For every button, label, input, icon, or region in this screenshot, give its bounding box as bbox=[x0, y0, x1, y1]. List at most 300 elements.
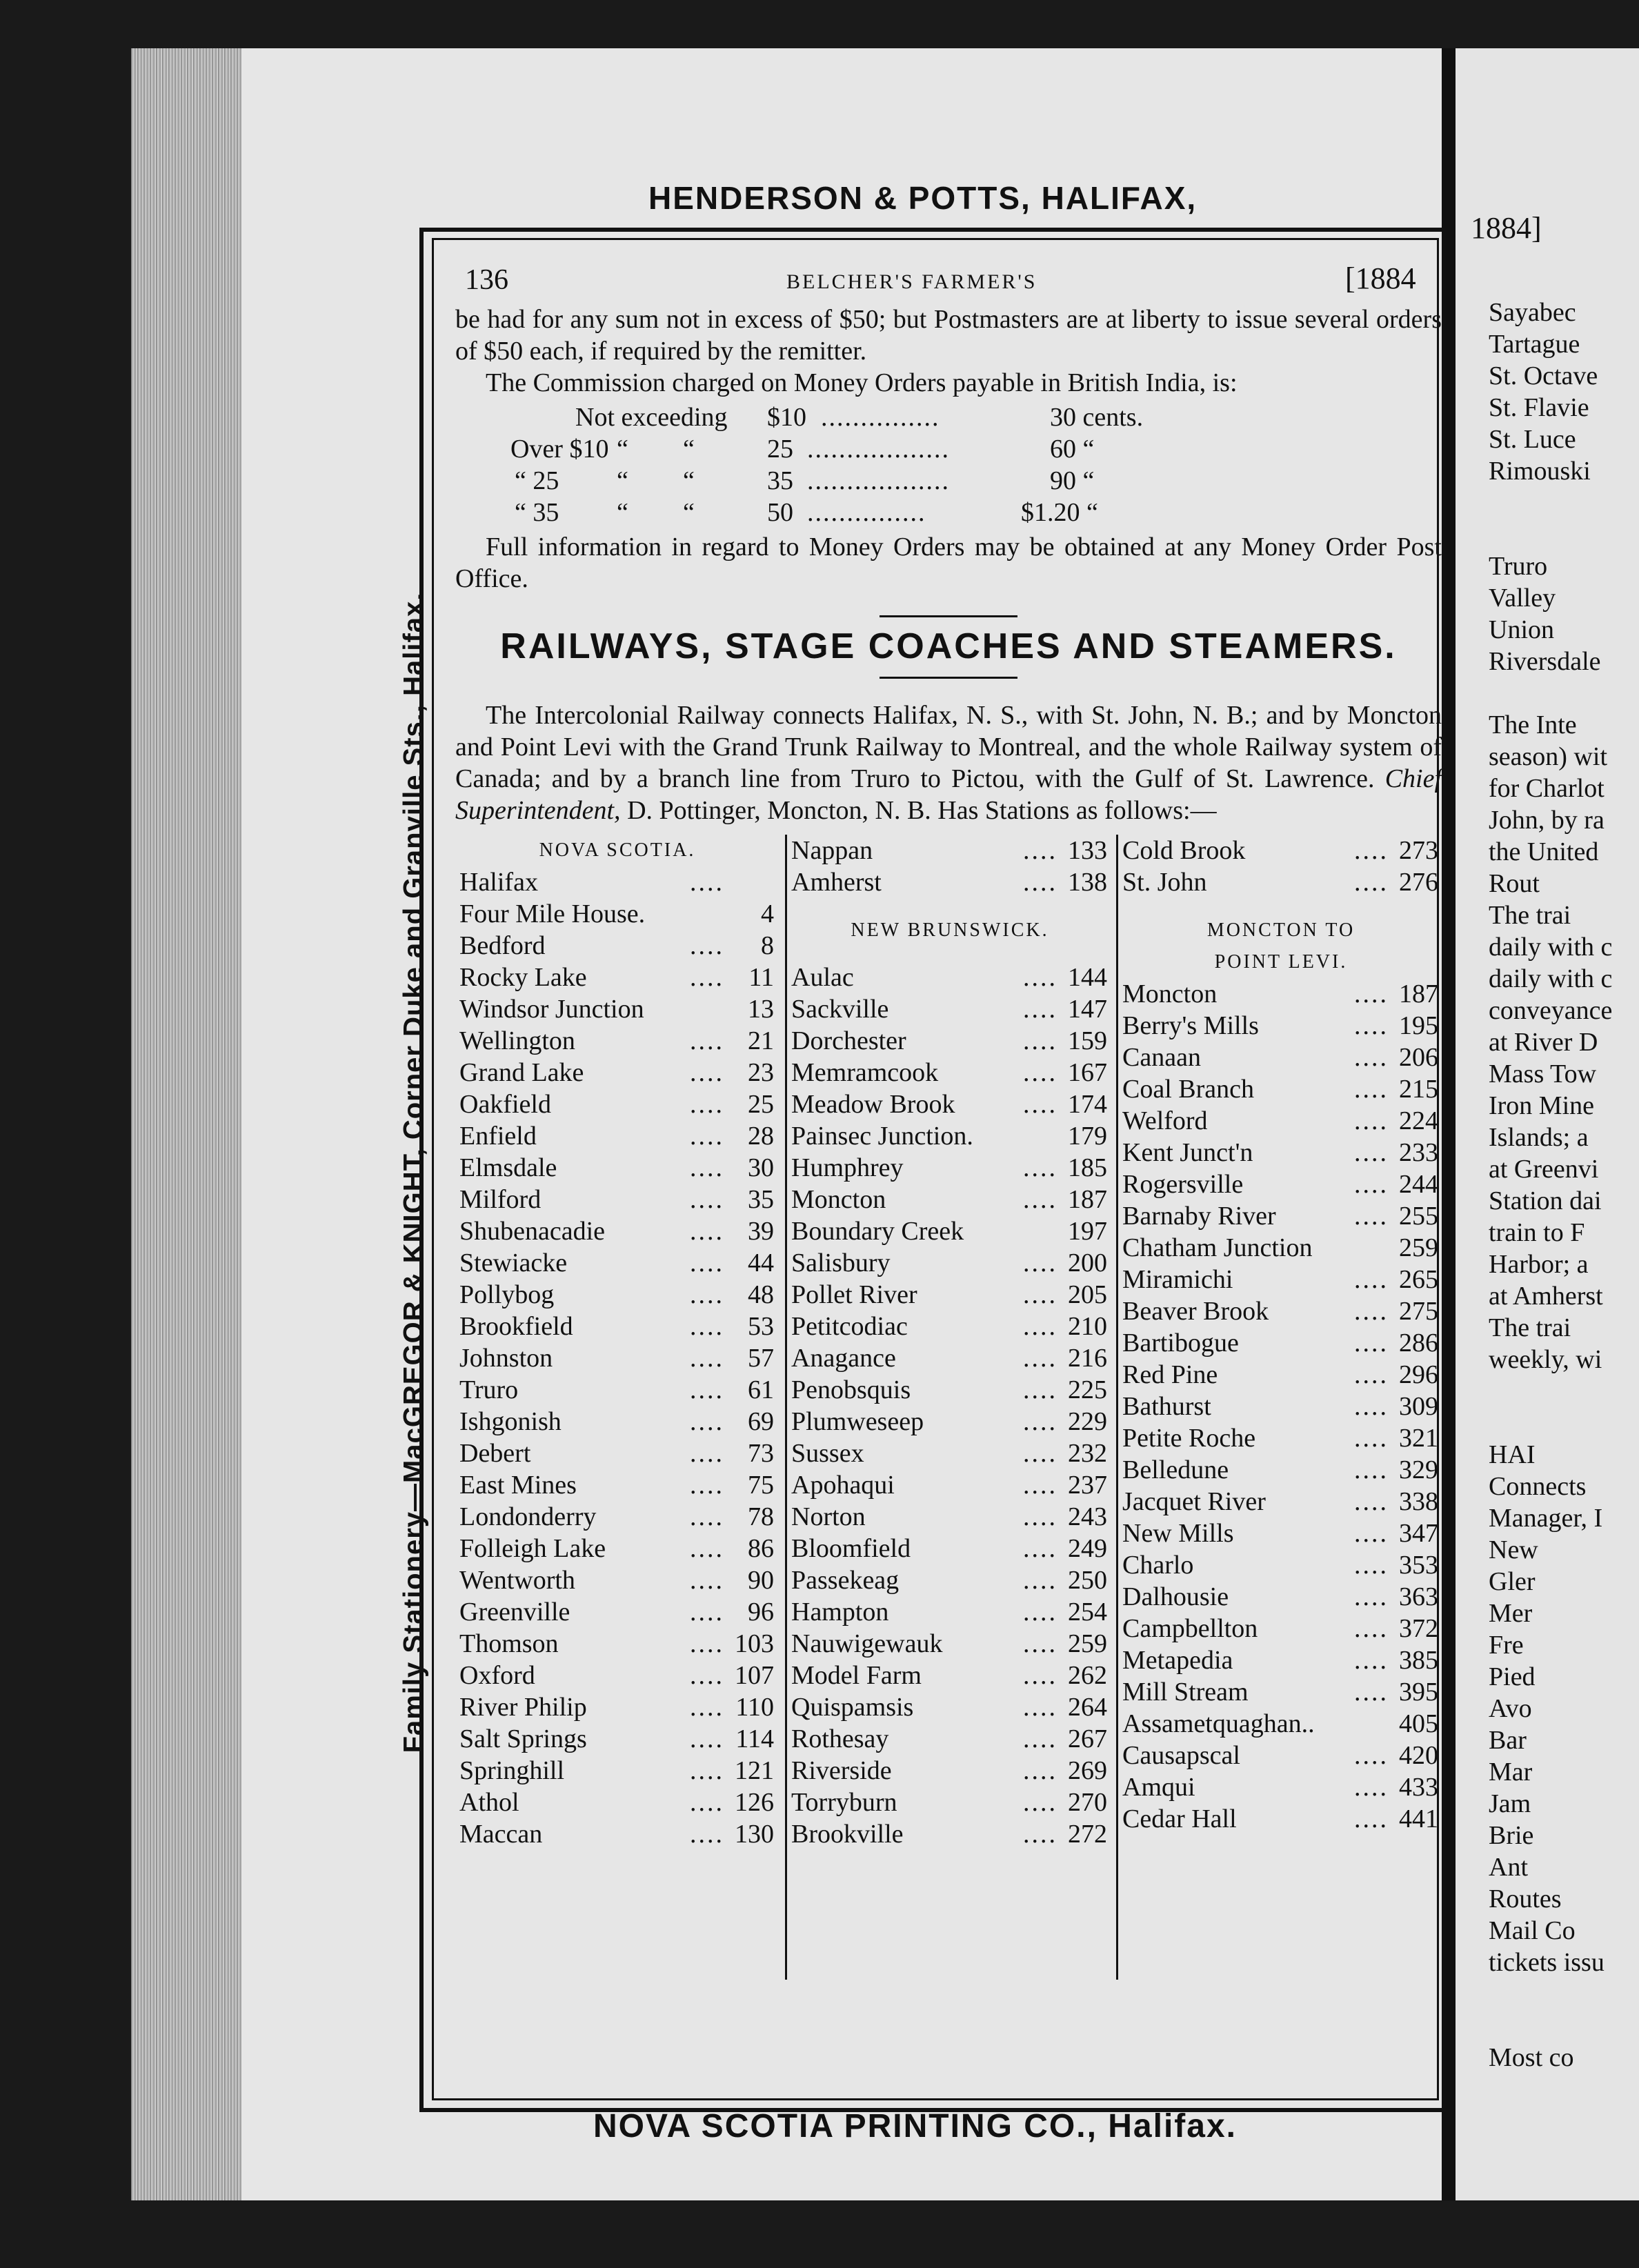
station-row bbox=[455, 1152, 779, 1184]
leader-dots: .... bbox=[1354, 1741, 1389, 1770]
station-distance: 275 bbox=[1399, 1297, 1438, 1326]
station-row bbox=[1118, 1359, 1444, 1391]
station-row bbox=[787, 1660, 1113, 1691]
station-name: Jacquet River bbox=[1122, 1487, 1266, 1516]
station-distance: 372 bbox=[1399, 1614, 1438, 1643]
station-row bbox=[455, 866, 779, 898]
money-order-paragraph-1: be had for any sum not in excess of $50; but Postmasters are at liberty to issue several orders of $50 each, if required by the remitter. bbox=[455, 305, 1442, 366]
station-row bbox=[455, 1120, 779, 1152]
station-name: Debert bbox=[459, 1439, 531, 1468]
right-page-line: St. Luce bbox=[1489, 425, 1576, 454]
leader-dots: .... bbox=[690, 1090, 724, 1119]
station-row bbox=[787, 1501, 1113, 1533]
station-row bbox=[787, 1215, 1113, 1247]
right-page-line: Gler bbox=[1489, 1567, 1536, 1596]
station-distance: 11 bbox=[748, 963, 774, 992]
station-distance: 110 bbox=[735, 1693, 774, 1722]
leader-dots: .... bbox=[1354, 1170, 1389, 1199]
rate-fee: 90 “ bbox=[1050, 466, 1095, 495]
station-rows bbox=[1118, 978, 1444, 1835]
station-name: East Mines bbox=[459, 1471, 577, 1500]
top-advertisement-header: HENDERSON & POTTS, HALIFAX, bbox=[648, 180, 1198, 216]
station-name: Dorchester bbox=[791, 1026, 906, 1055]
station-row bbox=[455, 1596, 779, 1628]
station-distance: 210 bbox=[1068, 1312, 1107, 1341]
station-row bbox=[455, 1533, 779, 1564]
station-row bbox=[455, 1342, 779, 1374]
station-row bbox=[455, 1025, 779, 1057]
right-page-line: Islands; a bbox=[1489, 1123, 1589, 1152]
column-heading: POINT LEVI. bbox=[1214, 951, 1348, 973]
leader-dots: .... bbox=[1023, 1249, 1057, 1277]
leader-dots: .... bbox=[1023, 1820, 1057, 1849]
leader-dots: .... bbox=[1023, 1471, 1057, 1500]
station-distance: 44 bbox=[748, 1249, 774, 1277]
right-page-line: at Amherst bbox=[1489, 1282, 1603, 1311]
right-page-line: Rout bbox=[1489, 869, 1540, 898]
station-distance: 441 bbox=[1399, 1804, 1438, 1833]
commission-rates-table bbox=[455, 401, 1442, 528]
station-row bbox=[455, 1660, 779, 1691]
leader-dots: .... bbox=[1023, 1534, 1057, 1563]
station-row bbox=[787, 962, 1113, 993]
right-page-line: Iron Mine bbox=[1489, 1091, 1595, 1120]
bottom-advertisement-footer: NOVA SCOTIA PRINTING CO., Halifax. bbox=[593, 2108, 1237, 2145]
station-row bbox=[1118, 1708, 1444, 1740]
station-name: Boundary Creek bbox=[791, 1217, 964, 1246]
right-page-line: Most co bbox=[1489, 2043, 1574, 2072]
station-row bbox=[1118, 1327, 1444, 1359]
station-name: Oxford bbox=[459, 1661, 535, 1690]
right-page-line: at River D bbox=[1489, 1028, 1598, 1057]
leader-dots: .... bbox=[1023, 1693, 1057, 1722]
right-page-line: Manager, I bbox=[1489, 1504, 1603, 1533]
station-row bbox=[1118, 1200, 1444, 1232]
right-page-line: conveyance bbox=[1489, 996, 1613, 1025]
station-name: Chatham Junction bbox=[1122, 1233, 1313, 1262]
leader-dots: .... bbox=[690, 1534, 724, 1563]
station-row bbox=[787, 1406, 1113, 1438]
station-distance: 205 bbox=[1068, 1280, 1107, 1309]
leader-dots: .... bbox=[1023, 1058, 1057, 1087]
rate-fee: $1.20 “ bbox=[1021, 498, 1098, 527]
page-content bbox=[455, 255, 1442, 1980]
book-page-edges bbox=[131, 48, 248, 2200]
station-row bbox=[1118, 1549, 1444, 1581]
station-distance: 53 bbox=[748, 1312, 774, 1341]
leader-dots: .... bbox=[1354, 1329, 1389, 1357]
running-title: BELCHER'S FARMER'S bbox=[786, 270, 1037, 293]
leader-dots: .... bbox=[1023, 1566, 1057, 1595]
station-row bbox=[455, 1501, 779, 1533]
station-distance: 200 bbox=[1068, 1249, 1107, 1277]
station-name: Wentworth bbox=[459, 1566, 575, 1595]
station-row bbox=[1118, 1454, 1444, 1486]
station-name: Mill Stream bbox=[1122, 1678, 1249, 1707]
station-name: Kent Junct'n bbox=[1122, 1138, 1253, 1167]
station-row bbox=[455, 930, 779, 962]
station-row bbox=[1118, 835, 1444, 866]
station-distance: 433 bbox=[1399, 1773, 1438, 1802]
station-row bbox=[455, 1818, 779, 1850]
station-row bbox=[1118, 1771, 1444, 1803]
station-row bbox=[787, 866, 1113, 898]
leader-dots: .... bbox=[1354, 1424, 1389, 1453]
leader-dots: .... bbox=[1354, 1455, 1389, 1484]
right-page-line: Rimouski bbox=[1489, 457, 1591, 486]
right-page-line: Riversdale bbox=[1489, 647, 1601, 676]
station-row bbox=[455, 1469, 779, 1501]
station-distance: 225 bbox=[1068, 1375, 1107, 1404]
right-page-line bbox=[1456, 519, 1639, 550]
rate-dots: ............... bbox=[807, 498, 926, 527]
station-row bbox=[455, 1723, 779, 1755]
station-row bbox=[787, 1184, 1113, 1215]
leader-dots: .... bbox=[1023, 1153, 1057, 1182]
leader-dots: .... bbox=[1354, 1551, 1389, 1580]
right-page-line: Fre bbox=[1489, 1631, 1524, 1660]
station-distance: 48 bbox=[748, 1280, 774, 1309]
rate-from: “ bbox=[617, 435, 628, 464]
station-name: Rocky Lake bbox=[459, 963, 587, 992]
station-distance: 73 bbox=[748, 1439, 774, 1468]
station-row bbox=[1118, 1803, 1444, 1835]
station-name: Brookfield bbox=[459, 1312, 573, 1341]
station-distance: 249 bbox=[1068, 1534, 1107, 1563]
station-row bbox=[787, 1723, 1113, 1755]
station-distance: 329 bbox=[1399, 1455, 1438, 1484]
station-distance: 78 bbox=[748, 1502, 774, 1531]
leader-dots: .... bbox=[1023, 868, 1057, 897]
rate-lead: “ 25 bbox=[515, 466, 559, 495]
station-name: Charlo bbox=[1122, 1551, 1194, 1580]
station-row bbox=[455, 1787, 779, 1818]
station-row bbox=[455, 962, 779, 993]
station-distance: 185 bbox=[1068, 1153, 1107, 1182]
right-page-line: The trai bbox=[1489, 901, 1571, 930]
right-page-line: Routes bbox=[1489, 1884, 1562, 1913]
station-distance: 75 bbox=[748, 1471, 774, 1500]
station-distance: 264 bbox=[1068, 1693, 1107, 1722]
rate-from: “ bbox=[617, 498, 628, 527]
station-distance: 259 bbox=[1068, 1629, 1107, 1658]
leader-dots: .... bbox=[1023, 836, 1057, 865]
station-name: Enfield bbox=[459, 1122, 537, 1151]
station-distance: 296 bbox=[1399, 1360, 1438, 1389]
leader-dots: .... bbox=[690, 963, 724, 992]
right-page-line: HAI bbox=[1489, 1440, 1536, 1469]
station-distance: 232 bbox=[1068, 1439, 1107, 1468]
station-name: Pollet River bbox=[791, 1280, 917, 1309]
rate-row bbox=[455, 401, 1442, 433]
station-distance: 90 bbox=[748, 1566, 774, 1595]
right-page-line: Station dai bbox=[1489, 1186, 1602, 1215]
station-row bbox=[1118, 1613, 1444, 1644]
station-distance: 309 bbox=[1399, 1392, 1438, 1421]
page-year: [1884 bbox=[1345, 261, 1416, 295]
station-name: Londonderry bbox=[459, 1502, 597, 1531]
rate-dots: ............... bbox=[821, 403, 940, 432]
station-row bbox=[455, 1438, 779, 1469]
column-heading: MONCTON TO bbox=[1206, 919, 1355, 941]
station-distance: 244 bbox=[1399, 1170, 1438, 1199]
right-page-line: for Charlot bbox=[1489, 774, 1605, 803]
leader-dots: .... bbox=[1354, 1360, 1389, 1389]
leader-dots: .... bbox=[1354, 1106, 1389, 1135]
station-row bbox=[1118, 866, 1444, 898]
station-row bbox=[455, 1279, 779, 1311]
station-distance: 255 bbox=[1399, 1202, 1438, 1231]
right-page-line: Jam bbox=[1489, 1789, 1531, 1818]
leader-dots: .... bbox=[690, 1375, 724, 1404]
right-page-line: St. Flavie bbox=[1489, 393, 1589, 422]
station-name: River Philip bbox=[459, 1693, 587, 1722]
right-page-line: Truro bbox=[1489, 552, 1548, 581]
station-row bbox=[1118, 1581, 1444, 1613]
station-distance: 405 bbox=[1399, 1709, 1438, 1738]
station-row bbox=[787, 993, 1113, 1025]
right-page-line: The Inte bbox=[1489, 710, 1577, 739]
station-row bbox=[1118, 1391, 1444, 1422]
station-distance: 39 bbox=[748, 1217, 774, 1246]
leader-dots: .... bbox=[1023, 1407, 1057, 1436]
station-name: Meadow Brook bbox=[791, 1090, 955, 1119]
right-page-line: Valley bbox=[1489, 584, 1556, 613]
station-name: Riverside bbox=[791, 1756, 892, 1785]
station-name: Cedar Hall bbox=[1122, 1804, 1237, 1833]
station-name: Hampton bbox=[791, 1598, 889, 1627]
right-page-line: at Greenvi bbox=[1489, 1155, 1599, 1184]
station-distance: 69 bbox=[748, 1407, 774, 1436]
station-distance: 265 bbox=[1399, 1265, 1438, 1294]
station-row bbox=[1118, 1740, 1444, 1771]
station-name: Coal Branch bbox=[1122, 1075, 1255, 1104]
station-distance: 57 bbox=[748, 1344, 774, 1373]
station-distance: 4 bbox=[761, 899, 774, 928]
station-distance: 276 bbox=[1399, 868, 1438, 897]
station-row bbox=[455, 1215, 779, 1247]
station-distance: 269 bbox=[1068, 1756, 1107, 1785]
station-row bbox=[1118, 1137, 1444, 1168]
station-row bbox=[1118, 1422, 1444, 1454]
leader-dots: .... bbox=[690, 1788, 724, 1817]
station-row bbox=[787, 1342, 1113, 1374]
station-distance: 179 bbox=[1068, 1122, 1107, 1151]
leader-dots: .... bbox=[1023, 1344, 1057, 1373]
leader-dots: .... bbox=[1354, 1202, 1389, 1231]
station-name: Salisbury bbox=[791, 1249, 891, 1277]
station-name: Brookville bbox=[791, 1820, 904, 1849]
right-page-line: Mail Co bbox=[1489, 1916, 1576, 1945]
leader-dots: .... bbox=[690, 1185, 724, 1214]
station-row bbox=[787, 1469, 1113, 1501]
right-page-line: Harbor; a bbox=[1489, 1250, 1589, 1279]
spine-advertisement: Family Stationery—MacGREGOR & KNIGHT, Corner Duke and Granville Sts., Halifax. bbox=[398, 592, 429, 1753]
right-page-line: Mar bbox=[1489, 1758, 1533, 1787]
leader-dots: .... bbox=[690, 931, 724, 960]
station-name: Anagance bbox=[791, 1344, 896, 1373]
station-name: Miramichi bbox=[1122, 1265, 1233, 1294]
station-name: New Mills bbox=[1122, 1519, 1234, 1548]
station-name: Johnston bbox=[459, 1344, 553, 1373]
station-name: Welford bbox=[1122, 1106, 1208, 1135]
leader-dots: .... bbox=[1023, 995, 1057, 1024]
station-name: Milford bbox=[459, 1185, 542, 1214]
leader-dots: .... bbox=[690, 1724, 724, 1753]
station-row bbox=[455, 1628, 779, 1660]
leader-dots: .... bbox=[690, 1661, 724, 1690]
station-distance: 420 bbox=[1399, 1741, 1438, 1770]
station-row bbox=[455, 1247, 779, 1279]
money-order-paragraph-2: The Commission charged on Money Orders payable in British India, is: bbox=[486, 368, 1238, 397]
station-row bbox=[787, 835, 1113, 866]
leader-dots: .... bbox=[1354, 1614, 1389, 1643]
station-distance: 347 bbox=[1399, 1519, 1438, 1548]
leader-dots: .... bbox=[1354, 868, 1389, 897]
leader-dots: .... bbox=[1354, 1043, 1389, 1072]
station-distance: 138 bbox=[1068, 868, 1107, 897]
station-row bbox=[455, 1755, 779, 1787]
leader-dots: .... bbox=[1354, 1297, 1389, 1326]
station-row bbox=[455, 898, 779, 930]
running-head bbox=[455, 255, 1442, 304]
station-name: Causapscal bbox=[1122, 1741, 1240, 1770]
station-name: Petitcodiac bbox=[791, 1312, 908, 1341]
right-page-line: Tartague bbox=[1489, 330, 1580, 359]
leader-dots: .... bbox=[1023, 1788, 1057, 1817]
station-name: Greenville bbox=[459, 1598, 570, 1627]
rate-row bbox=[455, 497, 1442, 528]
leader-dots: .... bbox=[1354, 1265, 1389, 1294]
right-page-line: train to F bbox=[1489, 1218, 1585, 1247]
station-row bbox=[455, 1374, 779, 1406]
leader-dots: .... bbox=[690, 1153, 724, 1182]
station-name: Aulac bbox=[791, 963, 854, 992]
station-distance: 267 bbox=[1068, 1724, 1107, 1753]
station-name: Wellington bbox=[459, 1026, 575, 1055]
station-name: Model Farm bbox=[791, 1661, 922, 1690]
station-row bbox=[787, 1787, 1113, 1818]
station-name: Halifax bbox=[459, 868, 538, 897]
divider-rule bbox=[880, 615, 1017, 617]
station-row bbox=[787, 1088, 1113, 1120]
station-name: Sackville bbox=[791, 995, 889, 1024]
station-name: Beaver Brook bbox=[1122, 1297, 1269, 1326]
station-row bbox=[1118, 1486, 1444, 1518]
station-row bbox=[1118, 1105, 1444, 1137]
station-row bbox=[455, 993, 779, 1025]
rate-row bbox=[455, 433, 1442, 465]
station-distance: 338 bbox=[1399, 1487, 1438, 1516]
station-name: St. John bbox=[1122, 868, 1207, 897]
leader-dots: .... bbox=[1354, 979, 1389, 1008]
station-distance: 35 bbox=[748, 1185, 774, 1214]
leader-dots: .... bbox=[690, 1026, 724, 1055]
station-name: Amqui bbox=[1122, 1773, 1195, 1802]
station-row bbox=[1118, 1168, 1444, 1200]
station-name: Rothesay bbox=[791, 1724, 889, 1753]
station-distance: 215 bbox=[1399, 1075, 1438, 1104]
station-row bbox=[1118, 1264, 1444, 1295]
station-row bbox=[455, 1564, 779, 1596]
station-list bbox=[455, 835, 1442, 1980]
station-name: Salt Springs bbox=[459, 1724, 587, 1753]
station-rows bbox=[787, 835, 1113, 898]
station-distance: 195 bbox=[1399, 1011, 1438, 1040]
leader-dots: .... bbox=[1354, 1519, 1389, 1548]
station-distance: 385 bbox=[1399, 1646, 1438, 1675]
station-distance: 262 bbox=[1068, 1661, 1107, 1690]
leader-dots: .... bbox=[1023, 1756, 1057, 1785]
right-page-line bbox=[1456, 1978, 1639, 2010]
rate-dots: .................. bbox=[807, 435, 950, 464]
station-row bbox=[1118, 1295, 1444, 1327]
leader-dots: .... bbox=[1023, 1026, 1057, 1055]
station-distance: 107 bbox=[735, 1661, 774, 1690]
leader-dots: .... bbox=[690, 1312, 724, 1341]
rate-fee: 60 “ bbox=[1050, 435, 1095, 464]
station-name: Petite Roche bbox=[1122, 1424, 1256, 1453]
station-name: Campbellton bbox=[1122, 1614, 1258, 1643]
station-row bbox=[787, 1628, 1113, 1660]
right-page-line: Union bbox=[1489, 615, 1554, 644]
station-name: Grand Lake bbox=[459, 1058, 584, 1087]
station-name: Nauwigewauk bbox=[791, 1629, 943, 1658]
station-distance: 272 bbox=[1068, 1820, 1107, 1849]
station-distance: 130 bbox=[735, 1820, 774, 1849]
station-distance: 254 bbox=[1068, 1598, 1107, 1627]
leader-dots: .... bbox=[1023, 1661, 1057, 1690]
station-distance: 237 bbox=[1068, 1471, 1107, 1500]
station-row bbox=[1118, 1644, 1444, 1676]
station-row bbox=[787, 1247, 1113, 1279]
rate-to: $10 bbox=[767, 403, 806, 432]
station-name: Ishgonish bbox=[459, 1407, 562, 1436]
station-column-nova-scotia bbox=[455, 835, 779, 1980]
station-name: Quispamsis bbox=[791, 1693, 914, 1722]
right-page-line bbox=[1456, 1407, 1639, 1439]
station-distance: 23 bbox=[748, 1058, 774, 1087]
station-distance: 197 bbox=[1068, 1217, 1107, 1246]
station-name: Metapedia bbox=[1122, 1646, 1233, 1675]
station-name: Amherst bbox=[791, 868, 882, 897]
leader-dots: .... bbox=[690, 1756, 724, 1785]
station-name: Memramcook bbox=[791, 1058, 939, 1087]
station-row bbox=[787, 1564, 1113, 1596]
station-distance: 187 bbox=[1399, 979, 1438, 1008]
right-page-line: John, by ra bbox=[1489, 806, 1605, 835]
right-page-line bbox=[1456, 2010, 1639, 2042]
rate-to: 35 bbox=[767, 466, 793, 495]
station-distance: 243 bbox=[1068, 1502, 1107, 1531]
rate-from: Not exceeding bbox=[575, 403, 728, 432]
station-distance: 159 bbox=[1068, 1026, 1107, 1055]
rate-lead: Over $10 bbox=[510, 435, 609, 464]
leader-dots: .... bbox=[690, 1344, 724, 1373]
leader-dots: .... bbox=[690, 1629, 724, 1658]
right-page-line: Mass Tow bbox=[1489, 1060, 1597, 1088]
station-name: Plumweseep bbox=[791, 1407, 924, 1436]
railway-intro-text: The Intercolonial Railway connects Halifax, N. S., with St. John, N. B.; and by Moncton and Point Levi with the Grand Trunk Railway to Montreal, and the whole Railway system of Canada; and by a branch line from Truro to Pictou, with the Gulf of St. Lawrence. bbox=[455, 701, 1442, 793]
station-row bbox=[787, 1057, 1113, 1088]
station-distance: 114 bbox=[735, 1724, 774, 1753]
station-row bbox=[787, 1533, 1113, 1564]
right-page-line: Mer bbox=[1489, 1599, 1533, 1628]
station-distance: 395 bbox=[1399, 1678, 1438, 1707]
station-name: Humphrey bbox=[791, 1153, 904, 1182]
station-rows bbox=[787, 962, 1113, 1850]
leader-dots: .... bbox=[690, 1280, 724, 1309]
